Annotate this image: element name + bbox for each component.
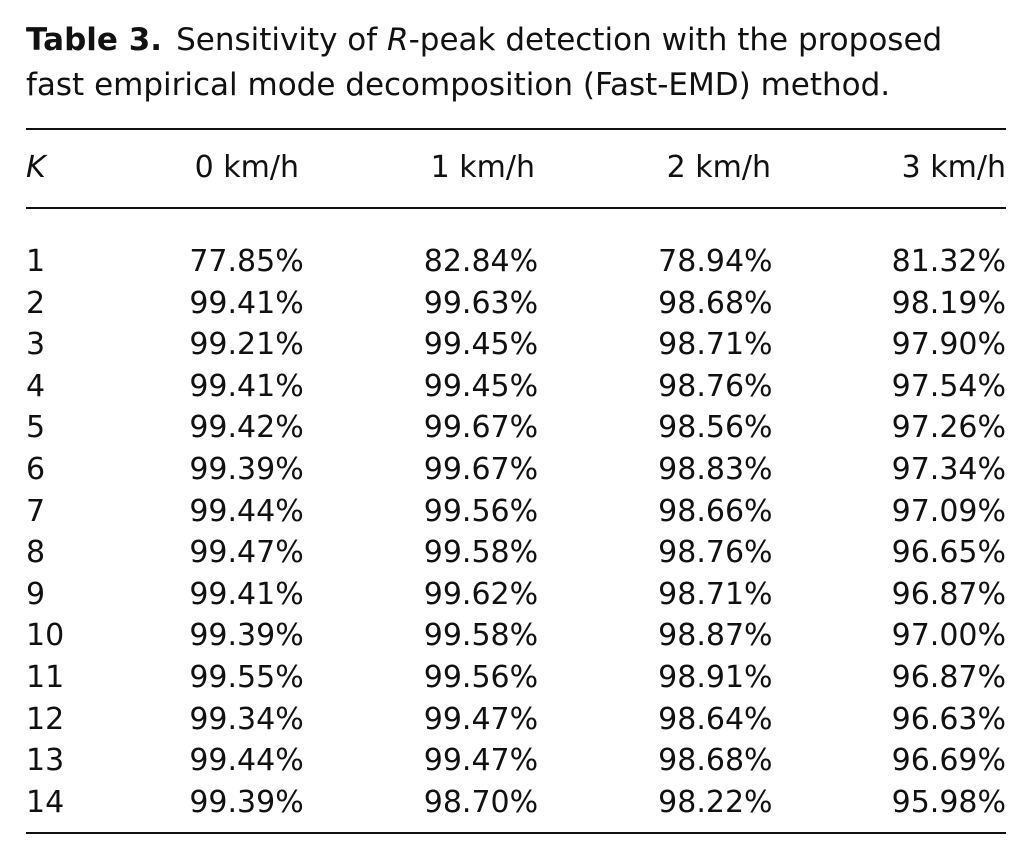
cell-2kmh: 98.64% bbox=[658, 701, 773, 737]
cell-2kmh: 98.71% bbox=[658, 576, 773, 612]
header-cell-0kmh: 0 km/h bbox=[194, 150, 299, 185]
cell-0kmh: 99.39% bbox=[189, 784, 304, 820]
table-row bbox=[26, 699, 1006, 741]
header-cell-1kmh: 1 km/h bbox=[430, 150, 535, 185]
cell-0kmh: 99.41% bbox=[189, 285, 304, 321]
table-row bbox=[26, 241, 1006, 283]
cell-1kmh: 82.84% bbox=[423, 244, 539, 279]
cell-k: 7 bbox=[26, 493, 46, 529]
cell-1kmh: 99.67% bbox=[423, 451, 539, 487]
cell-k: 6 bbox=[26, 451, 46, 487]
header-cell-2kmh: 2 km/h bbox=[666, 150, 771, 185]
cell-2kmh: 98.76% bbox=[658, 368, 773, 404]
cell-k: 11 bbox=[26, 659, 65, 695]
cell-3kmh: 96.87% bbox=[891, 576, 1006, 612]
cell-3kmh: 97.09% bbox=[891, 493, 1006, 529]
cell-2kmh: 98.68% bbox=[658, 285, 773, 321]
table-caption bbox=[26, 18, 1006, 108]
cell-1kmh: 99.58% bbox=[423, 535, 539, 571]
header-cell-3kmh: 3 km/h bbox=[901, 150, 1006, 185]
cell-1kmh: 99.47% bbox=[423, 701, 539, 737]
cell-k: 8 bbox=[26, 535, 46, 571]
cell-2kmh: 98.71% bbox=[658, 327, 773, 363]
caption-text-end: -peak detection with the proposed fast empirical mode decomposition (Fast-EMD) method. bbox=[26, 22, 943, 103]
cell-k: 14 bbox=[26, 784, 65, 820]
table-row bbox=[26, 283, 1006, 325]
cell-3kmh: 96.87% bbox=[891, 659, 1006, 695]
cell-3kmh: 97.26% bbox=[891, 410, 1006, 446]
cell-1kmh: 98.70% bbox=[423, 784, 539, 820]
top-rule bbox=[26, 128, 1006, 130]
cell-0kmh: 99.39% bbox=[189, 618, 304, 654]
cell-0kmh: 99.55% bbox=[189, 659, 304, 695]
cell-3kmh: 97.54% bbox=[891, 368, 1006, 404]
table-row bbox=[26, 366, 1006, 408]
cell-k: 10 bbox=[26, 618, 65, 654]
cell-3kmh: 98.19% bbox=[891, 285, 1006, 321]
cell-2kmh: 98.91% bbox=[658, 659, 773, 695]
cell-2kmh: 98.22% bbox=[658, 784, 773, 820]
cell-0kmh: 99.21% bbox=[189, 327, 304, 363]
cell-k: 4 bbox=[26, 368, 46, 404]
cell-k: 1 bbox=[26, 244, 46, 279]
cell-3kmh: 81.32% bbox=[891, 244, 1006, 279]
cell-0kmh: 99.34% bbox=[189, 701, 304, 737]
cell-3kmh: 96.63% bbox=[891, 701, 1006, 737]
cell-k: 9 bbox=[26, 576, 46, 612]
table-row bbox=[26, 449, 1006, 491]
cell-0kmh: 99.44% bbox=[189, 493, 304, 529]
cell-1kmh: 99.67% bbox=[423, 410, 539, 446]
cell-0kmh: 77.85% bbox=[189, 244, 304, 279]
cell-k: 13 bbox=[26, 743, 65, 779]
table-row bbox=[26, 324, 1006, 366]
caption-label: Table 3. bbox=[26, 22, 163, 58]
cell-1kmh: 99.56% bbox=[423, 659, 539, 695]
bottom-rule bbox=[26, 832, 1006, 834]
table-row bbox=[26, 532, 1006, 574]
cell-2kmh: 98.87% bbox=[658, 618, 773, 654]
cell-0kmh: 99.47% bbox=[189, 535, 304, 571]
cell-k: 5 bbox=[26, 410, 46, 446]
header-cell-k: K bbox=[26, 150, 46, 185]
cell-k: 3 bbox=[26, 327, 46, 363]
cell-2kmh: 98.83% bbox=[658, 451, 773, 487]
cell-2kmh: 98.56% bbox=[658, 410, 773, 446]
cell-1kmh: 99.45% bbox=[423, 368, 539, 404]
header-row bbox=[26, 148, 1006, 188]
cell-0kmh: 99.41% bbox=[189, 576, 304, 612]
table-row bbox=[26, 491, 1006, 533]
cell-0kmh: 99.42% bbox=[189, 410, 304, 446]
cell-0kmh: 99.41% bbox=[189, 368, 304, 404]
cell-2kmh: 98.76% bbox=[658, 535, 773, 571]
cell-0kmh: 99.44% bbox=[189, 743, 304, 779]
caption-text-start: Sensitivity of bbox=[176, 22, 388, 58]
table-row bbox=[26, 407, 1006, 449]
cell-k: 12 bbox=[26, 701, 65, 737]
cell-k: 2 bbox=[26, 285, 46, 321]
cell-3kmh: 97.90% bbox=[891, 327, 1006, 363]
table-row bbox=[26, 657, 1006, 699]
cell-1kmh: 99.45% bbox=[423, 327, 539, 363]
table-row bbox=[26, 574, 1006, 616]
cell-2kmh: 98.68% bbox=[658, 743, 773, 779]
cell-2kmh: 78.94% bbox=[658, 244, 773, 279]
table-row bbox=[26, 782, 1006, 824]
table-figure bbox=[26, 18, 1006, 820]
table-body bbox=[26, 241, 1006, 823]
cell-1kmh: 99.62% bbox=[423, 576, 539, 612]
cell-3kmh: 97.34% bbox=[891, 451, 1006, 487]
table-row bbox=[26, 740, 1006, 782]
cell-3kmh: 97.00% bbox=[891, 618, 1006, 654]
cell-3kmh: 95.98% bbox=[891, 784, 1006, 820]
table-row bbox=[26, 615, 1006, 657]
cell-1kmh: 99.56% bbox=[423, 493, 539, 529]
cell-2kmh: 98.66% bbox=[658, 493, 773, 529]
table-header bbox=[26, 148, 1006, 188]
cell-1kmh: 99.58% bbox=[423, 618, 539, 654]
cell-3kmh: 96.69% bbox=[891, 743, 1006, 779]
header-rule bbox=[26, 207, 1006, 209]
cell-1kmh: 99.47% bbox=[423, 743, 539, 779]
caption-italic-term: R bbox=[387, 22, 409, 58]
cell-0kmh: 99.39% bbox=[189, 451, 304, 487]
cell-1kmh: 99.63% bbox=[423, 285, 539, 321]
cell-3kmh: 96.65% bbox=[891, 535, 1006, 571]
